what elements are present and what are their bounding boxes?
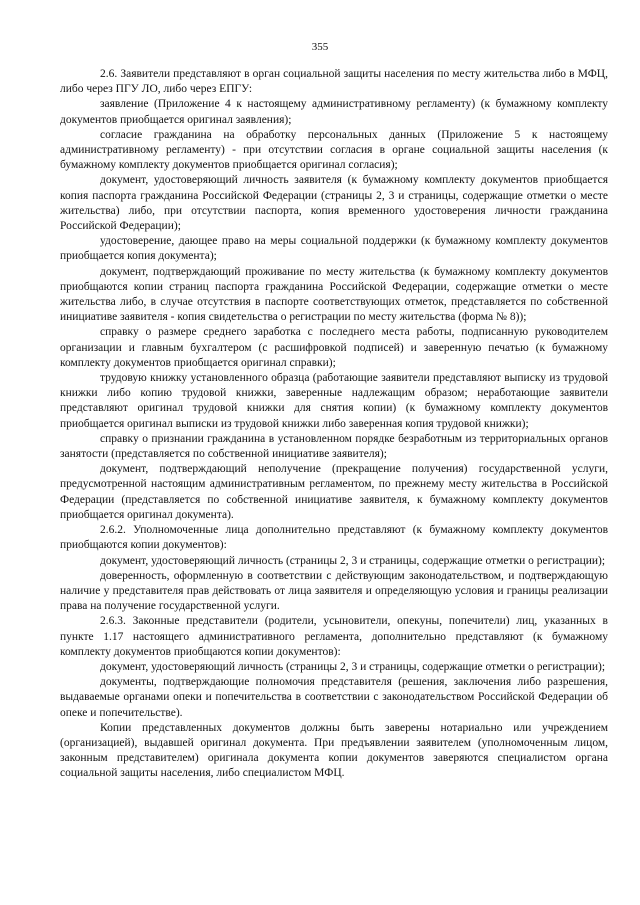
paragraph-2-6-2: 2.6.2. Уполномоченные лица дополнительно представляют (к бумажному комплекту документов приобщаются копии документов):: [60, 524, 608, 552]
paragraph-salary-statement: справку о размере среднего заработка с последнего места работы, подписанную руководителем организации и главным бухгалтером (с расшифровкой подписей) и заверенную печатью (к бумажному комплекту документов приобщается оригинал справки);: [60, 326, 608, 369]
paragraph-unemployment: справку о признании гражданина в установленном порядке безработным из территориальных органов занятости (представляется по собственной инициативе заявителя);: [60, 432, 608, 461]
document-body: [60, 67, 608, 782]
paragraph-power-of-attorney: доверенность, оформленную в соответствии с действующим законодательством, и подтверждающую наличие у представителя прав действовать от лица заявителя и определяющую условия и границы реализации права на получение государственной услуги.: [60, 569, 608, 613]
paragraph-consent: согласие гражданина на обработку персональных данных (Приложение 5 к настоящему административному регламенту) - при отсутствии согласия в органе социальной защиты населения (к бумажному комплекту документов приобщается оригинал согласия);: [60, 128, 608, 172]
paragraph-2-6: 2.6. Заявители представляют в орган социальной защиты населения по месту жительства либо в МФЦ, либо через ПГУ ЛО, либо через ЕПГУ:: [60, 68, 608, 96]
paragraph-certified-copies: Копии представленных документов должны быть заверены нотариально или учреждением (организацией), выдавшей оригинал документа. При предъявлении заявителем (уполномоченным лицом, законным представителем) оригинала документа копии документов заверяются специалистом органа социальной защиты населения, либо специалистом МФЦ.: [60, 721, 608, 780]
paragraph-authority-documents: документы, подтверждающие полномочия представителя (решения, заключения либо разрешения, выдаваемые органами опеки и попечительства в соответствии с законодательством Российской Федерации об опеке и попечительстве).: [60, 676, 608, 719]
paragraph-residence-document: документ, подтверждающий проживание по месту жительства (к бумажному комплекту документов приобщаются копии страниц паспорта гражданина Российской Федерации, содержащие отметки о месте жительства либо, в случае отсутствия в паспорте соответствующих отметок, представляется по собственной инициативе заявителя - копия свидетельства о регистрации по месту жительства (форма № 8));: [60, 265, 608, 324]
paragraph-legal-rep-identity: документ, удостоверяющий личность (страницы 2, 3 и страницы, содержащие отметки о регистрации);: [100, 660, 606, 673]
paragraph-certificate: удостоверение, дающее право на меры социальной поддержки (к бумажному комплекту документов приобщается копия документа);: [60, 235, 608, 263]
paragraph-application: заявление (Приложение 4 к настоящему административному регламенту) (к бумажному комплекту документов приобщается оригинал заявления);: [60, 98, 608, 126]
paragraph-identity-document: документ, удостоверяющий личность заявителя (к бумажному комплекту документов приобщается копия паспорта гражданина Российской Федерации (страницы 2, 3 и страницы, содержащие отметки о месте жительства) либо, при отсутствии паспорта, копия временного удостоверения личности гражданина Российской Федерации);: [60, 174, 608, 233]
paragraph-non-receipt: документ, подтверждающий неполучение (прекращение получения) государственной услуги, предусмотренной настоящим административным регламентом, по прежнему месту жительства в Российской Федерации (представляется по собственной инициативе заявителя, к бумажному комплекту документов приобщается оригинал документа).: [60, 463, 608, 521]
paragraph-work-book: трудовую книжку установленного образца (работающие заявители представляют выписку из трудовой книжки либо копию трудовой книжки, заверенные надлежащим образом; неработающие заявители представляют оригинал трудовой книжки для снятия копии) (к бумажному комплекту документов приобщается оригинал выписки из трудовой книжки либо заверенная копия трудовой книжки);: [60, 372, 608, 430]
page-number: 355: [311, 41, 329, 53]
paragraph-2-6-3: 2.6.3. Законные представители (родители, усыновители, опекуны, попечители) лиц, указанных в пункте 1.17 настоящего административного регламента, дополнительно представляют (к бумажному комплекту документов приобщаются копии документов):: [60, 615, 608, 658]
paragraph-authorized-identity: документ, удостоверяющий личность (страницы 2, 3 и страницы, содержащие отметки о регистрации);: [100, 554, 606, 567]
